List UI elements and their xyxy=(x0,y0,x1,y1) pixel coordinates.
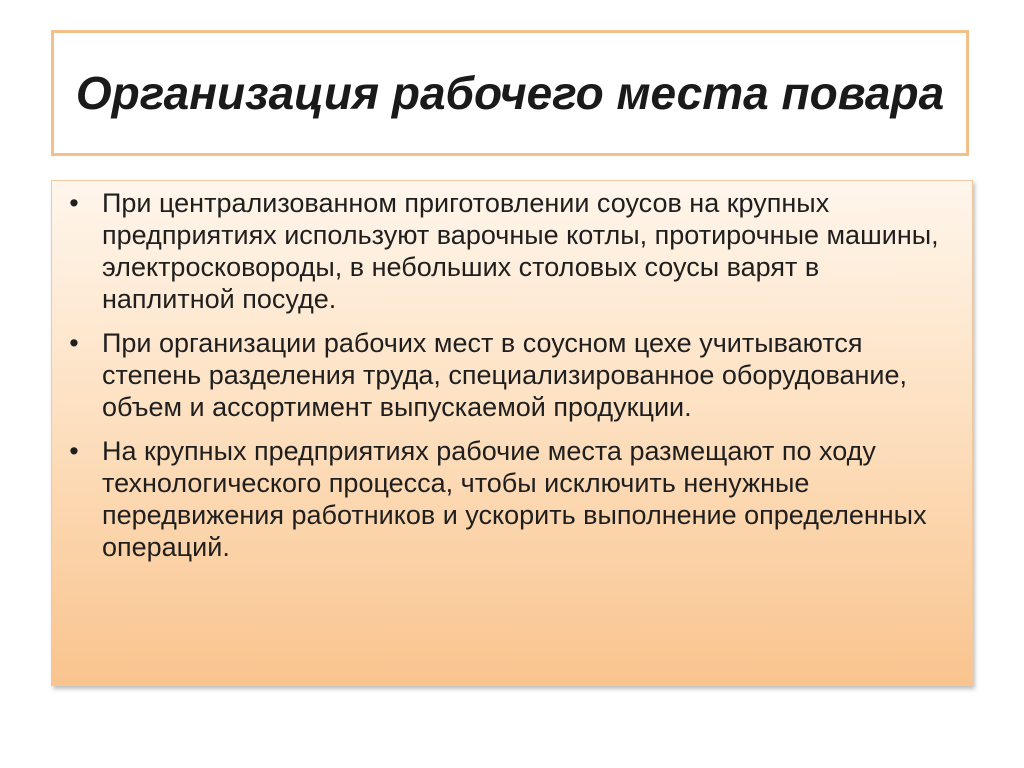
bullet-text: На крупных предприятиях рабочие места размещают по ходу технологического процесса, чтобы исключить ненужные передвижения работников и ускорить выполнение определенных операций. xyxy=(102,436,927,562)
bullet-marker: • xyxy=(69,188,79,218)
slide-title: Организация рабочего места повара xyxy=(75,67,945,119)
bullet-marker: • xyxy=(69,436,79,466)
bullet-marker: • xyxy=(69,328,79,358)
bullet-item xyxy=(64,327,954,423)
title-box xyxy=(51,30,969,156)
bullet-text: При централизованном приготовлении соусов на крупных предприятиях используют варочные котлы, протирочные машины, электросковороды, в небольших столовых соусы варят в наплитной посуде. xyxy=(102,188,939,314)
bullet-text: При организации рабочих мест в соусном цехе учитываются степень разделения труда, специализированное оборудование, объем и ассортимент выпускаемой продукции. xyxy=(102,328,908,422)
bullet-list xyxy=(52,181,972,563)
content-box xyxy=(51,180,973,686)
bullet-item xyxy=(64,187,954,315)
bullet-item xyxy=(64,435,954,563)
